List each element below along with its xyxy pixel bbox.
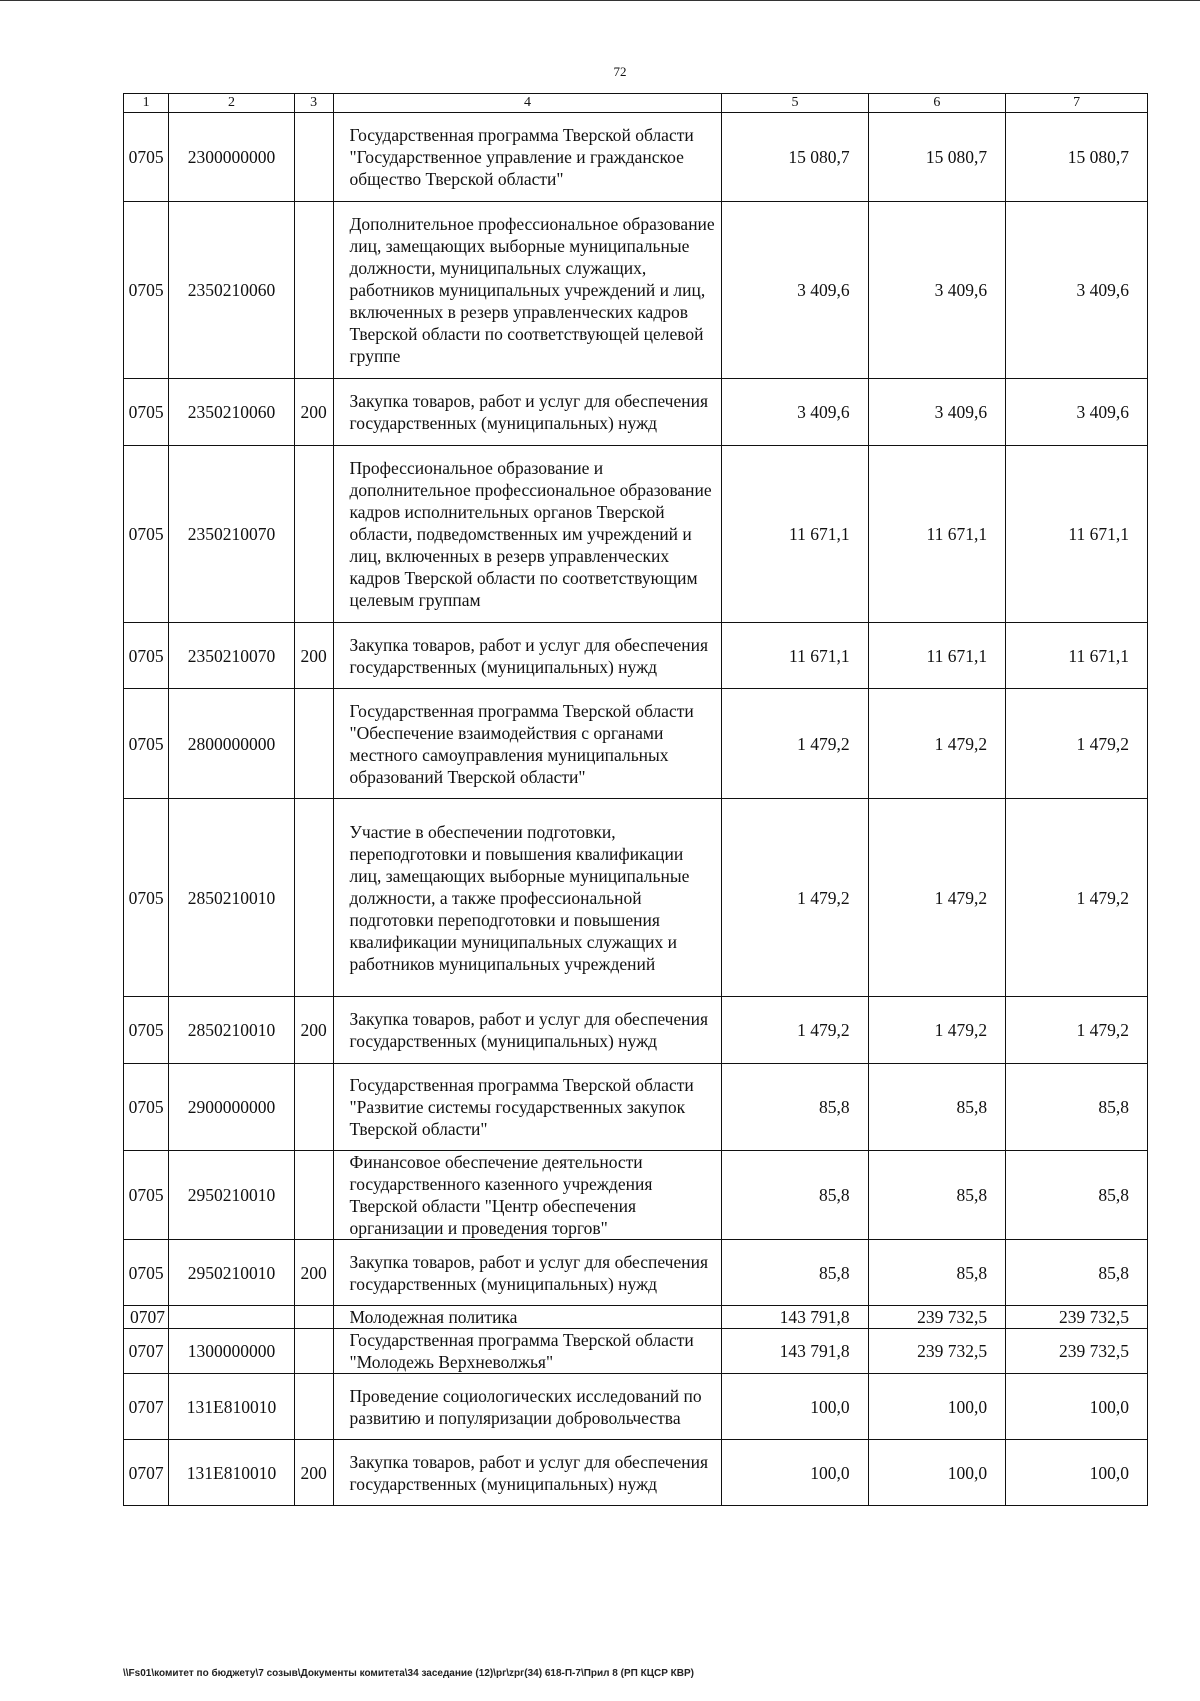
cell-section-code: 0707: [124, 1440, 169, 1506]
cell-section-code: 0705: [124, 997, 169, 1064]
cell-section-code: 0707: [124, 1374, 169, 1440]
cell-target-code: 131E810010: [169, 1440, 295, 1506]
cell-section-code: 0705: [124, 799, 169, 997]
cell-amount-7: 1 479,2: [1006, 799, 1148, 997]
cell-target-code: 2800000000: [169, 689, 295, 799]
cell-expense-type: [294, 1329, 333, 1374]
cell-section-code: 0705: [124, 202, 169, 379]
cell-amount-5: 100,0: [722, 1374, 868, 1440]
cell-target-code: 1300000000: [169, 1329, 295, 1374]
table-row: [124, 1440, 1148, 1506]
table-row: [124, 1064, 1148, 1151]
cell-amount-5: 11 671,1: [722, 446, 868, 623]
cell-amount-7: 100,0: [1006, 1440, 1148, 1506]
cell-expense-type: 200: [294, 1240, 333, 1306]
cell-section-code: 0705: [124, 113, 169, 202]
cell-description: Закупка товаров, работ и услуг для обеспечения государственных (муниципальных) нужд: [333, 623, 722, 689]
cell-expense-type: [294, 799, 333, 997]
cell-amount-7: 15 080,7: [1006, 113, 1148, 202]
cell-description: Участие в обеспечении подготовки, переподготовки и повышения квалификации лиц, замещающих выборные муниципальные должности, а также профессиональной подготовки переподготовки и повышения квалификации муниципальных служащих и работников муниципальных учреждений: [333, 799, 722, 997]
cell-amount-6: 85,8: [868, 1151, 1006, 1240]
cell-amount-7: 239 732,5: [1006, 1306, 1148, 1329]
cell-expense-type: 200: [294, 623, 333, 689]
cell-target-code: 2350210060: [169, 379, 295, 446]
cell-expense-type: [294, 446, 333, 623]
cell-expense-type: [294, 1064, 333, 1151]
header-cell-5: 5: [722, 94, 868, 113]
cell-amount-5: 1 479,2: [722, 799, 868, 997]
cell-target-code: 2950210010: [169, 1240, 295, 1306]
cell-description: Профессиональное образование и дополнительное профессиональное образование кадров исполнительных органов Тверской области, подведомственных им учреждений и лиц, включенных в резерв управленческих кадров Тверской области по соответствующим целевым группам: [333, 446, 722, 623]
cell-target-code: 2300000000: [169, 113, 295, 202]
cell-amount-5: 1 479,2: [722, 997, 868, 1064]
cell-amount-7: 85,8: [1006, 1064, 1148, 1151]
cell-target-code: 2350210070: [169, 623, 295, 689]
cell-amount-6: 15 080,7: [868, 113, 1006, 202]
table-row: [124, 446, 1148, 623]
cell-section-code: 0705: [124, 446, 169, 623]
cell-expense-type: 200: [294, 379, 333, 446]
cell-amount-6: 100,0: [868, 1374, 1006, 1440]
cell-section-code: 0705: [124, 1064, 169, 1151]
cell-amount-7: 100,0: [1006, 1374, 1148, 1440]
cell-description: Закупка товаров, работ и услуг для обеспечения государственных (муниципальных) нужд: [333, 1240, 722, 1306]
table-row: [124, 379, 1148, 446]
cell-amount-7: 85,8: [1006, 1240, 1148, 1306]
cell-description: Государственная программа Тверской области "Обеспечение взаимодействия с органами местного самоуправления муниципальных образований Тверской области": [333, 689, 722, 799]
cell-amount-5: 85,8: [722, 1151, 868, 1240]
header-cell-6: 6: [868, 94, 1006, 113]
cell-description: Государственная программа Тверской области "Развитие системы государственных закупок Тверской области": [333, 1064, 722, 1151]
cell-amount-5: 3 409,6: [722, 379, 868, 446]
cell-target-code: 2850210010: [169, 997, 295, 1064]
table-row: [124, 689, 1148, 799]
header-cell-7: 7: [1006, 94, 1148, 113]
cell-amount-6: 3 409,6: [868, 202, 1006, 379]
cell-description: Молодежная политика: [333, 1306, 722, 1329]
cell-amount-6: 239 732,5: [868, 1306, 1006, 1329]
cell-amount-6: 1 479,2: [868, 799, 1006, 997]
header-cell-1: 1: [124, 94, 169, 113]
cell-amount-5: 100,0: [722, 1440, 868, 1506]
cell-target-code: 2900000000: [169, 1064, 295, 1151]
cell-amount-5: 85,8: [722, 1064, 868, 1151]
table-row: [124, 997, 1148, 1064]
cell-amount-7: 1 479,2: [1006, 997, 1148, 1064]
cell-amount-7: 3 409,6: [1006, 202, 1148, 379]
cell-expense-type: [294, 202, 333, 379]
table-row: [124, 623, 1148, 689]
cell-amount-7: 239 732,5: [1006, 1329, 1148, 1374]
cell-target-code: 2850210010: [169, 799, 295, 997]
cell-section-code: 0705: [124, 623, 169, 689]
cell-expense-type: 200: [294, 997, 333, 1064]
cell-expense-type: [294, 1306, 333, 1329]
cell-section-code: 0707: [124, 1306, 169, 1329]
cell-expense-type: 200: [294, 1440, 333, 1506]
cell-description: Финансовое обеспечение деятельности государственного казенного учреждения Тверской области "Центр обеспечения организации и проведения торгов": [333, 1151, 722, 1240]
cell-target-code: 2350210060: [169, 202, 295, 379]
cell-section-code: 0705: [124, 689, 169, 799]
cell-expense-type: [294, 1151, 333, 1240]
footer-file-path: \\Fs01\комитет по бюджету\7 созыв\Документы комитета\34 заседание (12)\рг\zрг(34) 618-П-7\Прил 8 (РП КЦСР КВР): [123, 1668, 695, 1679]
table-row: [124, 1306, 1148, 1329]
scan-edge-line: [0, 0, 1200, 1]
cell-amount-5: 143 791,8: [722, 1306, 868, 1329]
cell-amount-6: 85,8: [868, 1240, 1006, 1306]
cell-amount-7: 85,8: [1006, 1151, 1148, 1240]
cell-amount-5: 85,8: [722, 1240, 868, 1306]
cell-amount-5: 143 791,8: [722, 1329, 868, 1374]
cell-amount-5: 11 671,1: [722, 623, 868, 689]
cell-amount-7: 1 479,2: [1006, 689, 1148, 799]
table-row: [124, 1374, 1148, 1440]
cell-amount-6: 100,0: [868, 1440, 1006, 1506]
cell-amount-7: 3 409,6: [1006, 379, 1148, 446]
cell-amount-6: 1 479,2: [868, 997, 1006, 1064]
table-row: [124, 1151, 1148, 1240]
cell-amount-6: 239 732,5: [868, 1329, 1006, 1374]
cell-description: Государственная программа Тверской области "Государственное управление и гражданское общество Тверской области": [333, 113, 722, 202]
cell-description: Закупка товаров, работ и услуг для обеспечения государственных (муниципальных) нужд: [333, 1440, 722, 1506]
page-number: 72: [613, 64, 627, 79]
cell-target-code: [169, 1306, 295, 1329]
cell-description: Государственная программа Тверской области "Молодежь Верхневолжья": [333, 1329, 722, 1374]
header-row: [124, 94, 1148, 113]
table-row: [124, 113, 1148, 202]
cell-section-code: 0705: [124, 1151, 169, 1240]
cell-amount-6: 11 671,1: [868, 623, 1006, 689]
cell-description: Закупка товаров, работ и услуг для обеспечения государственных (муниципальных) нужд: [333, 997, 722, 1064]
cell-expense-type: [294, 113, 333, 202]
cell-section-code: 0705: [124, 1240, 169, 1306]
cell-amount-5: 3 409,6: [722, 202, 868, 379]
cell-expense-type: [294, 689, 333, 799]
cell-amount-7: 11 671,1: [1006, 446, 1148, 623]
cell-amount-6: 1 479,2: [868, 689, 1006, 799]
cell-amount-6: 3 409,6: [868, 379, 1006, 446]
cell-section-code: 0705: [124, 379, 169, 446]
header-cell-3: 3: [294, 94, 333, 113]
cell-target-code: 2350210070: [169, 446, 295, 623]
header-cell-2: 2: [169, 94, 295, 113]
table-row: [124, 1240, 1148, 1306]
cell-amount-6: 11 671,1: [868, 446, 1006, 623]
cell-expense-type: [294, 1374, 333, 1440]
table-row: [124, 799, 1148, 997]
cell-description: Проведение социологических исследований по развитию и популяризации добровольчества: [333, 1374, 722, 1440]
cell-description: Закупка товаров, работ и услуг для обеспечения государственных (муниципальных) нужд: [333, 379, 722, 446]
header-cell-4: 4: [333, 94, 722, 113]
cell-amount-7: 11 671,1: [1006, 623, 1148, 689]
cell-target-code: 131E810010: [169, 1374, 295, 1440]
cell-amount-5: 1 479,2: [722, 689, 868, 799]
cell-section-code: 0707: [124, 1329, 169, 1374]
cell-amount-6: 85,8: [868, 1064, 1006, 1151]
cell-amount-5: 15 080,7: [722, 113, 868, 202]
cell-description: Дополнительное профессиональное образование лиц, замещающих выборные муниципальные должности, муниципальных служащих, работников муниципальных учреждений и лиц, включенных в резерв управленческих кадров Тверской области по соответствующей целевой группе: [333, 202, 722, 379]
table-row: [124, 1329, 1148, 1374]
cell-target-code: 2950210010: [169, 1151, 295, 1240]
table-row: [124, 202, 1148, 379]
budget-table: [123, 93, 1148, 1506]
